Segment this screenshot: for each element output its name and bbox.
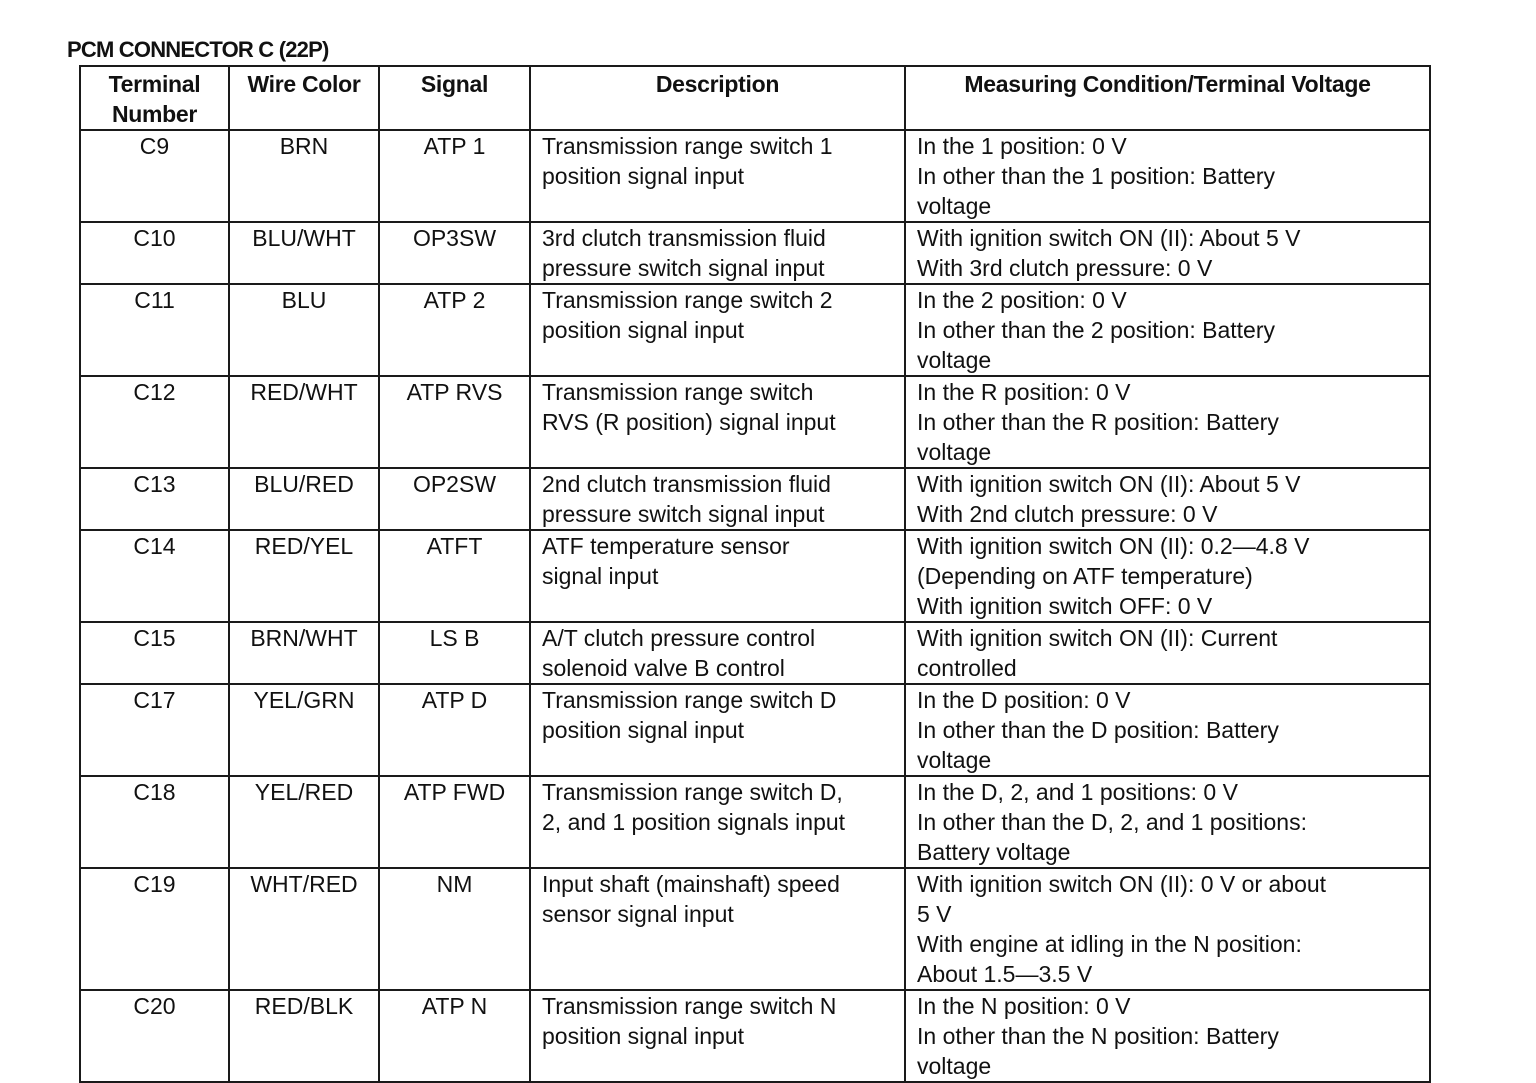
wire-color-cell: RED/BLK — [229, 990, 379, 1082]
signal-cell: OP2SW — [379, 468, 530, 530]
wire-color-cell: BRN/WHT — [229, 622, 379, 684]
terminal-number-cell: C15 — [80, 622, 229, 684]
cell-line: In other than the N position: Battery — [917, 1023, 1279, 1049]
measuring-condition-cell — [905, 376, 1430, 468]
signal-cell: ATP 1 — [379, 130, 530, 222]
measuring-condition-cell — [905, 990, 1430, 1082]
table-row — [80, 284, 1430, 376]
cell-line: Transmission range switch D, — [542, 779, 843, 805]
signal-cell: NM — [379, 868, 530, 990]
header-line: Terminal — [108, 71, 201, 97]
cell-line: voltage — [917, 747, 992, 773]
signal-cell: ATP RVS — [379, 376, 530, 468]
table-row — [80, 130, 1430, 222]
description-cell — [530, 622, 905, 684]
wire-color-cell: BLU/WHT — [229, 222, 379, 284]
table-row — [80, 530, 1430, 622]
measuring-condition-cell — [905, 284, 1430, 376]
header-line: Number — [111, 101, 198, 127]
table-row — [80, 222, 1430, 284]
cell-line: 2, and 1 position signals input — [542, 809, 846, 835]
cell-line: voltage — [917, 347, 992, 373]
measuring-condition-cell — [905, 684, 1430, 776]
cell-line: Transmission range switch D — [542, 687, 837, 713]
terminal-number-cell: C18 — [80, 776, 229, 868]
cell-line: In the D position: 0 V — [917, 687, 1131, 713]
description-cell — [530, 284, 905, 376]
table-row — [80, 868, 1430, 990]
table-body — [80, 130, 1430, 1082]
terminal-number-cell: C19 — [80, 868, 229, 990]
document-title: PCM CONNECTOR C (22P) — [67, 37, 329, 62]
cell-line: position signal input — [542, 1023, 745, 1049]
cell-line: solenoid valve B control — [542, 655, 785, 681]
cell-line: In other than the D, 2, and 1 positions: — [917, 809, 1307, 835]
terminal-number-cell: C9 — [80, 130, 229, 222]
measuring-condition-cell — [905, 222, 1430, 284]
cell-line: RVS (R position) signal input — [542, 409, 836, 435]
table-row — [80, 776, 1430, 868]
cell-line: About 1.5—3.5 V — [917, 961, 1093, 987]
cell-line: A/T clutch pressure control — [542, 625, 816, 651]
table-row — [80, 376, 1430, 468]
header-row — [80, 66, 1430, 130]
cell-line: With engine at idling in the N position: — [917, 931, 1302, 957]
header-measuring-condition — [905, 66, 1430, 130]
cell-line: position signal input — [542, 317, 745, 343]
cell-line: Transmission range switch N — [542, 993, 837, 1019]
wire-color-cell: BLU — [229, 284, 379, 376]
cell-line: With ignition switch ON (II): About 5 V — [917, 225, 1301, 251]
pcm-connector-table — [79, 65, 1431, 1083]
cell-line: sensor signal input — [542, 901, 734, 927]
wire-color-cell: BRN — [229, 130, 379, 222]
description-cell — [530, 684, 905, 776]
description-cell — [530, 130, 905, 222]
terminal-number-cell: C10 — [80, 222, 229, 284]
signal-cell: ATP N — [379, 990, 530, 1082]
cell-line: signal input — [542, 563, 659, 589]
cell-line: Battery voltage — [917, 839, 1071, 865]
cell-line: controlled — [917, 655, 1017, 681]
wire-color-cell: YEL/RED — [229, 776, 379, 868]
cell-line: In the D, 2, and 1 positions: 0 V — [917, 779, 1238, 805]
header-line: Signal — [420, 71, 489, 97]
cell-line: In the N position: 0 V — [917, 993, 1131, 1019]
cell-line: Transmission range switch — [542, 379, 814, 405]
cell-line: Transmission range switch 2 — [542, 287, 833, 313]
cell-line: pressure switch signal input — [542, 255, 825, 281]
cell-line: In other than the 1 position: Battery — [917, 163, 1276, 189]
terminal-number-cell: C13 — [80, 468, 229, 530]
header-wire-color — [229, 66, 379, 130]
cell-line: position signal input — [542, 717, 745, 743]
table-row — [80, 684, 1430, 776]
terminal-number-cell: C20 — [80, 990, 229, 1082]
terminal-number-cell: C11 — [80, 284, 229, 376]
cell-line: voltage — [917, 193, 992, 219]
cell-line: In the 1 position: 0 V — [917, 133, 1127, 159]
cell-line: With ignition switch OFF: 0 V — [917, 593, 1213, 619]
cell-line: 2nd clutch transmission fluid — [542, 471, 831, 497]
cell-line: With ignition switch ON (II): About 5 V — [917, 471, 1301, 497]
header-line: Description — [655, 71, 780, 97]
measuring-condition-cell — [905, 776, 1430, 868]
cell-line: With ignition switch ON (II): Current — [917, 625, 1278, 651]
description-cell — [530, 868, 905, 990]
header-line: Measuring Condition/Terminal Voltage — [964, 71, 1371, 97]
cell-line: In the 2 position: 0 V — [917, 287, 1127, 313]
wire-color-cell: RED/YEL — [229, 530, 379, 622]
table-header — [80, 66, 1430, 130]
signal-cell: OP3SW — [379, 222, 530, 284]
table-row — [80, 468, 1430, 530]
header-terminal-number — [80, 66, 229, 130]
measuring-condition-cell — [905, 530, 1430, 622]
header-line: Wire Color — [247, 71, 361, 97]
description-cell — [530, 468, 905, 530]
measuring-condition-cell — [905, 868, 1430, 990]
cell-line: In the R position: 0 V — [917, 379, 1131, 405]
terminal-number-cell: C14 — [80, 530, 229, 622]
cell-line: With 3rd clutch pressure: 0 V — [917, 255, 1213, 281]
header-description — [530, 66, 905, 130]
measuring-condition-cell — [905, 130, 1430, 222]
header-signal — [379, 66, 530, 130]
description-cell — [530, 376, 905, 468]
signal-cell: ATP 2 — [379, 284, 530, 376]
cell-line: (Depending on ATF temperature) — [917, 563, 1253, 589]
cell-line: 5 V — [917, 901, 952, 927]
description-cell — [530, 990, 905, 1082]
cell-line: position signal input — [542, 163, 745, 189]
cell-line: In other than the 2 position: Battery — [917, 317, 1276, 343]
measuring-condition-cell — [905, 468, 1430, 530]
cell-line: pressure switch signal input — [542, 501, 825, 527]
cell-line: In other than the D position: Battery — [917, 717, 1279, 743]
cell-line: Input shaft (mainshaft) speed — [542, 871, 840, 897]
signal-cell: ATFT — [379, 530, 530, 622]
wire-color-cell: BLU/RED — [229, 468, 379, 530]
signal-cell: ATP D — [379, 684, 530, 776]
table-row — [80, 990, 1430, 1082]
cell-line: voltage — [917, 1053, 992, 1079]
cell-line: ATF temperature sensor — [542, 533, 790, 559]
cell-line: In other than the R position: Battery — [917, 409, 1279, 435]
wire-color-cell: RED/WHT — [229, 376, 379, 468]
cell-line: Transmission range switch 1 — [542, 133, 833, 159]
cell-line: With ignition switch ON (II): 0 V or about — [917, 871, 1327, 897]
cell-line: With 2nd clutch pressure: 0 V — [917, 501, 1218, 527]
wire-color-cell: YEL/GRN — [229, 684, 379, 776]
terminal-number-cell: C17 — [80, 684, 229, 776]
cell-line: voltage — [917, 439, 992, 465]
wire-color-cell: WHT/RED — [229, 868, 379, 990]
cell-line: 3rd clutch transmission fluid — [542, 225, 826, 251]
signal-cell: LS B — [379, 622, 530, 684]
description-cell — [530, 222, 905, 284]
measuring-condition-cell — [905, 622, 1430, 684]
terminal-number-cell: C12 — [80, 376, 229, 468]
description-cell — [530, 530, 905, 622]
description-cell — [530, 776, 905, 868]
cell-line: With ignition switch ON (II): 0.2—4.8 V — [917, 533, 1310, 559]
table-row — [80, 622, 1430, 684]
signal-cell: ATP FWD — [379, 776, 530, 868]
